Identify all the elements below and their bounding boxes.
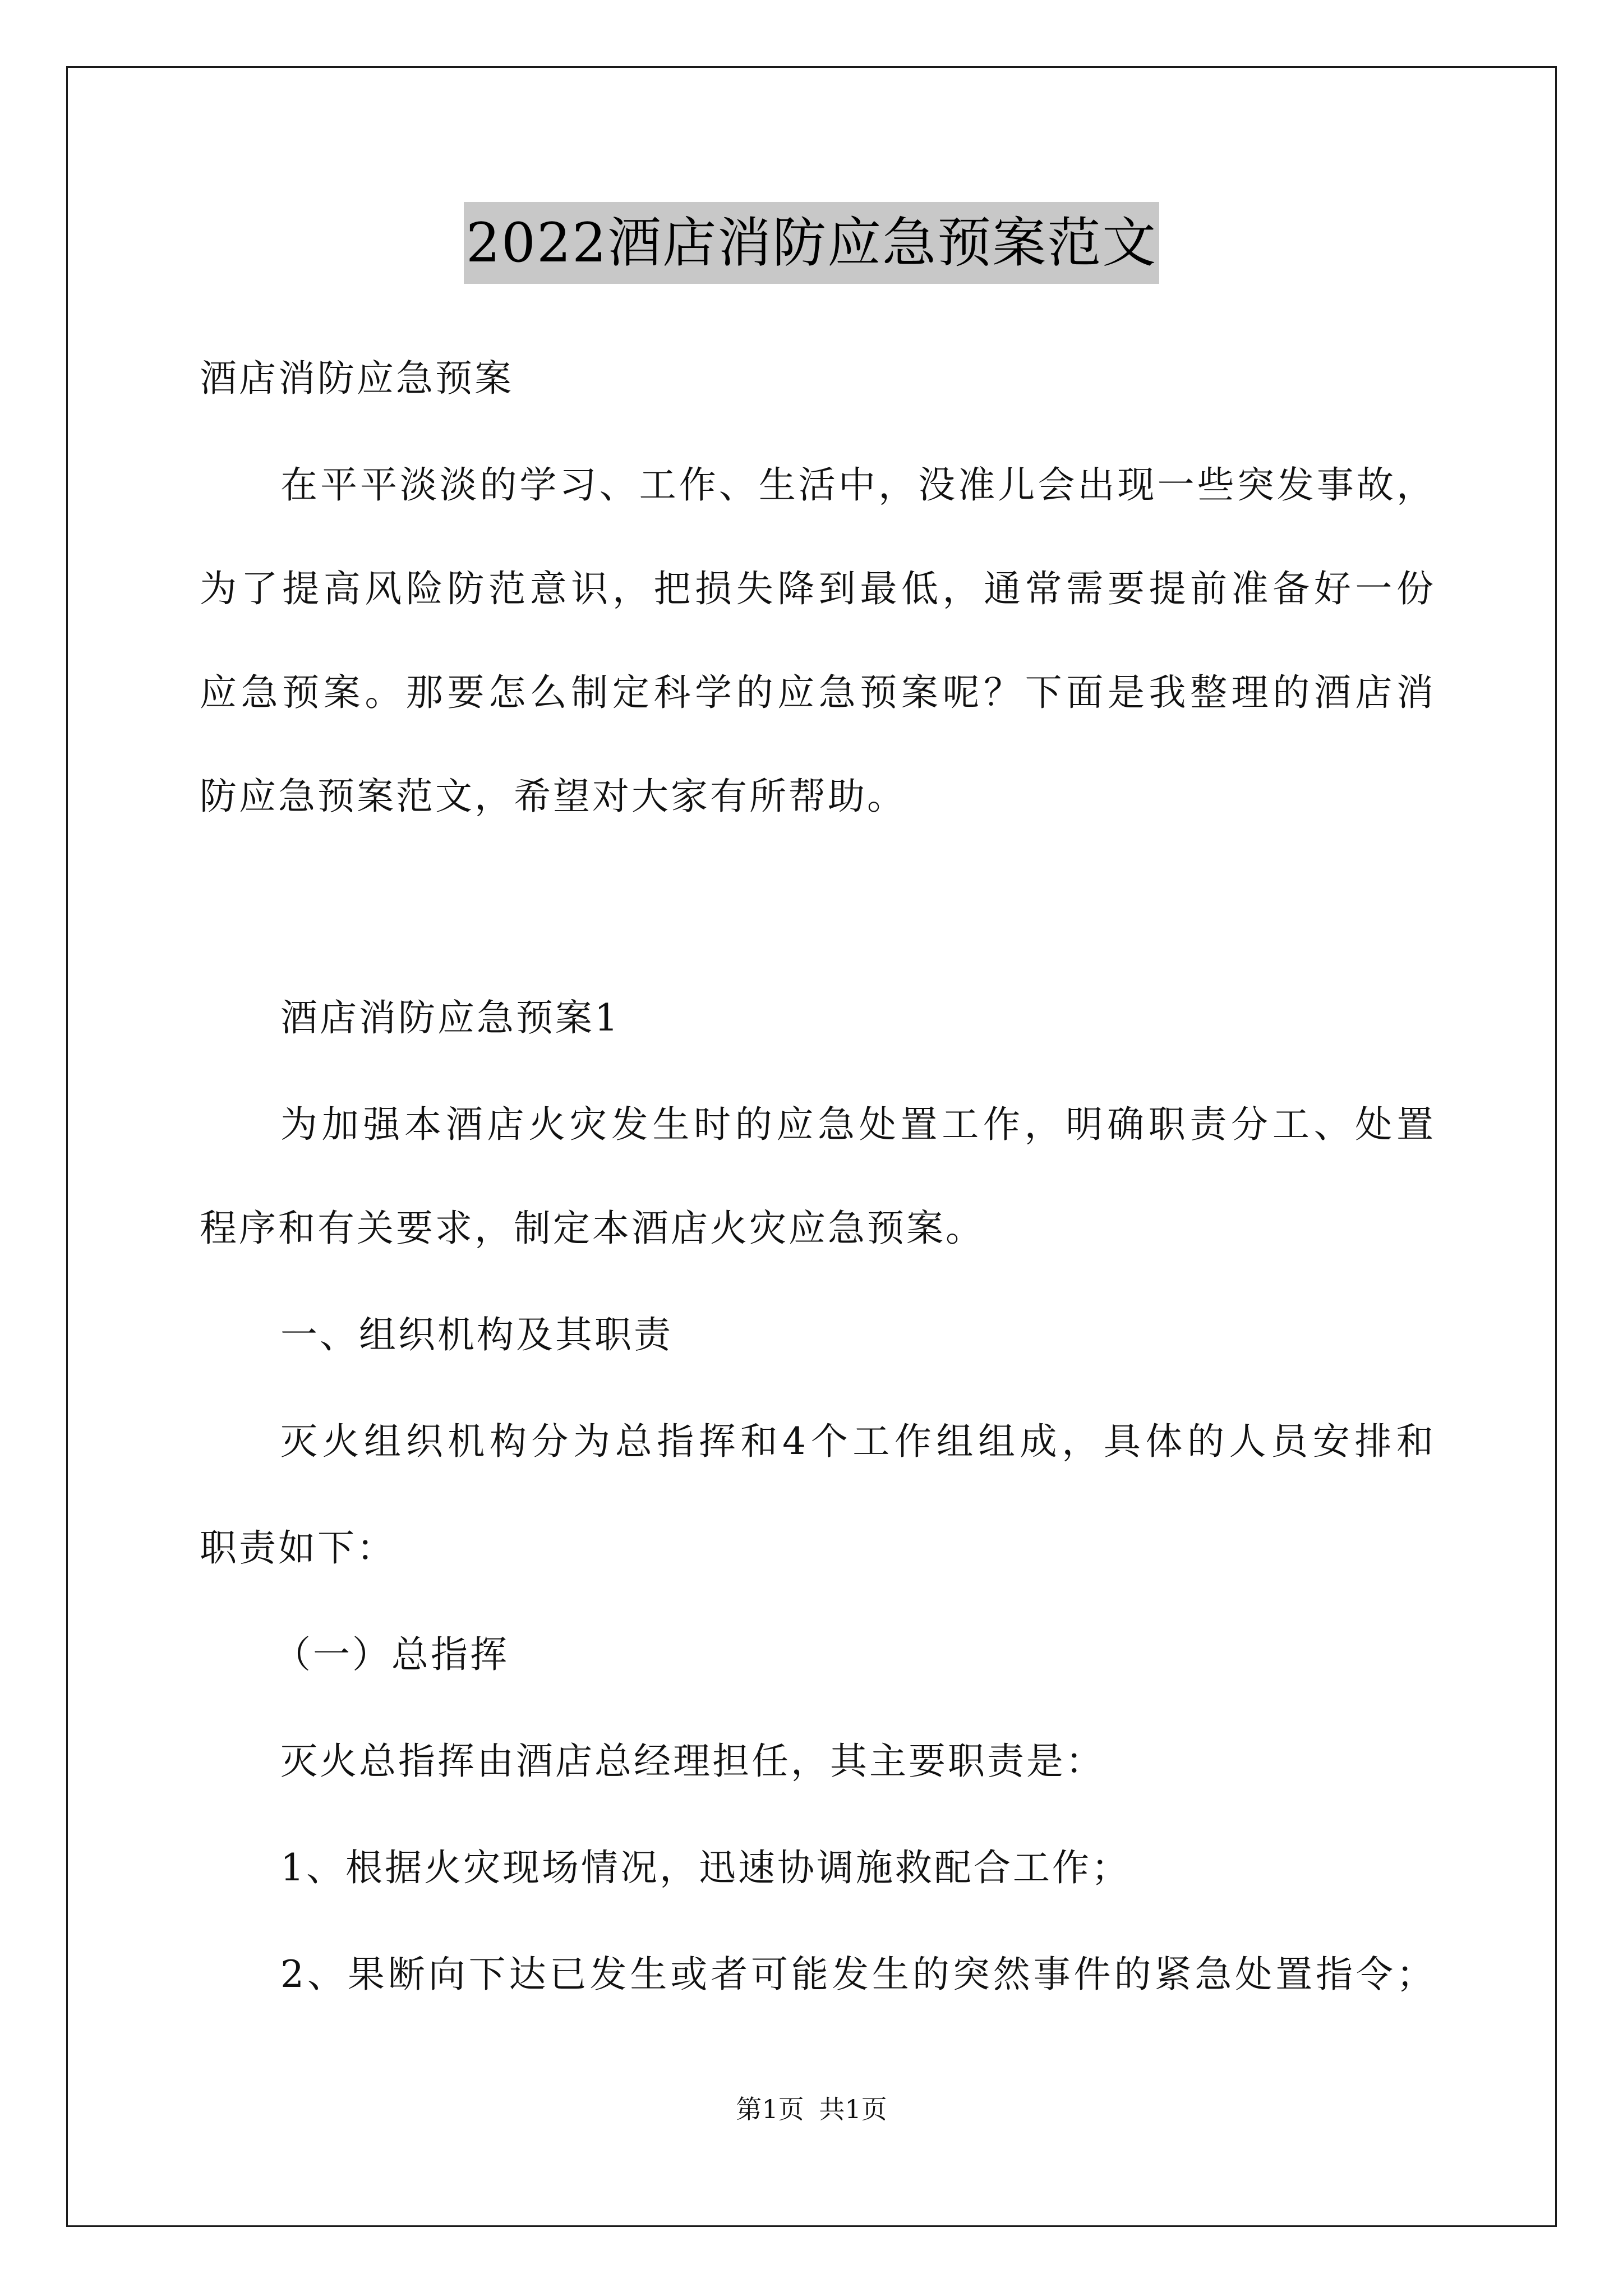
section-heading: 一、组织机构及其职责 bbox=[280, 1313, 673, 1356]
paragraph-line: 在平平淡淡的学习、工作、生活中，没准儿会出现一些突发事故， bbox=[280, 463, 1433, 507]
paragraph-line: 为了提高风险防范意识，把损失降到最低，通常需要提前准备好一份 bbox=[200, 567, 1433, 610]
plan-heading: 酒店消防应急预案1 bbox=[280, 996, 620, 1039]
list-item: 2、果断向下达已发生或者可能发生的突然事件的紧急处置指令； bbox=[280, 1953, 1433, 1996]
page-number: 第1页 bbox=[736, 2094, 804, 2124]
page-total: 共1页 bbox=[819, 2094, 887, 2124]
paragraph-line: 灭火组织机构分为总指挥和4个工作组组成，具体的人员安排和 bbox=[280, 1420, 1433, 1463]
page-footer bbox=[0, 2092, 1623, 2126]
paragraph-line: 为加强本酒店火灾发生时的应急处置工作，明确职责分工、处置 bbox=[280, 1103, 1433, 1146]
paragraph-line: 防应急预案范文，希望对大家有所帮助。 bbox=[200, 775, 906, 818]
subsection-heading: （一）总指挥 bbox=[274, 1633, 509, 1676]
list-item: 1、根据火灾现场情况，迅速协调施救配合工作； bbox=[280, 1846, 1131, 1889]
paragraph-line: 应急预案。那要怎么制定科学的应急预案呢？下面是我整理的酒店消 bbox=[200, 671, 1433, 714]
paragraph-line: 职责如下： bbox=[200, 1526, 396, 1570]
paragraph-line: 灭火总指挥由酒店总经理担任，其主要职责是： bbox=[280, 1740, 1105, 1783]
paragraph-line: 程序和有关要求，制定本酒店火灾应急预案。 bbox=[200, 1207, 985, 1250]
document-title bbox=[0, 202, 1623, 284]
section-heading: 酒店消防应急预案 bbox=[200, 357, 514, 400]
document-title-text: 2022酒店消防应急预案范文 bbox=[464, 202, 1159, 284]
